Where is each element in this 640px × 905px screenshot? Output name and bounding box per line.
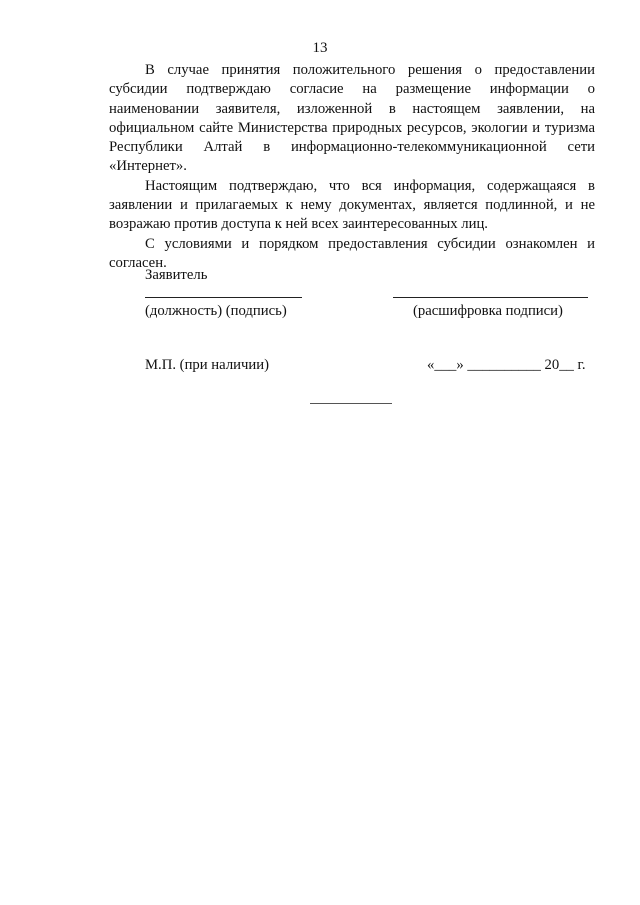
paragraph-authenticity-confirmation: Настоящим подтверждаю, что вся информация, содержащаяся в заявлении и прилагаемых к нему документах, является подлинной, и не возражаю против доступа к ней всех заинтересованных лиц.: [109, 177, 595, 233]
paragraph-terms-acknowledgement: С условиями и порядком предоставления субсидии ознакомлен и согласен.: [109, 235, 595, 271]
signature-transcript-line: [393, 297, 588, 298]
date-field: «___» __________ 20__ г.: [427, 357, 586, 373]
position-signature-line: [145, 297, 302, 298]
end-of-document-divider: [310, 403, 392, 404]
consent-text: [109, 61, 595, 273]
stamp-label: М.П. (при наличии): [145, 357, 270, 373]
page-number: 13: [312, 40, 328, 56]
paragraph-publication-consent: В случае принятия положительного решения о предоставлении субсидии подтверждаю согласие на размещение информации о наименовании заявителя, изложенной в настоящем заявлении, на официальном сайте Министерства природных ресурсов, экологии и туризма Республики Алтай в информационно-телекоммуникационной сети «Интернет».: [109, 62, 595, 175]
position-signature-caption: (должность) (подпись): [145, 303, 287, 319]
applicant-label: Заявитель: [145, 267, 208, 283]
signature-transcript-caption: (расшифровка подписи): [413, 303, 563, 319]
